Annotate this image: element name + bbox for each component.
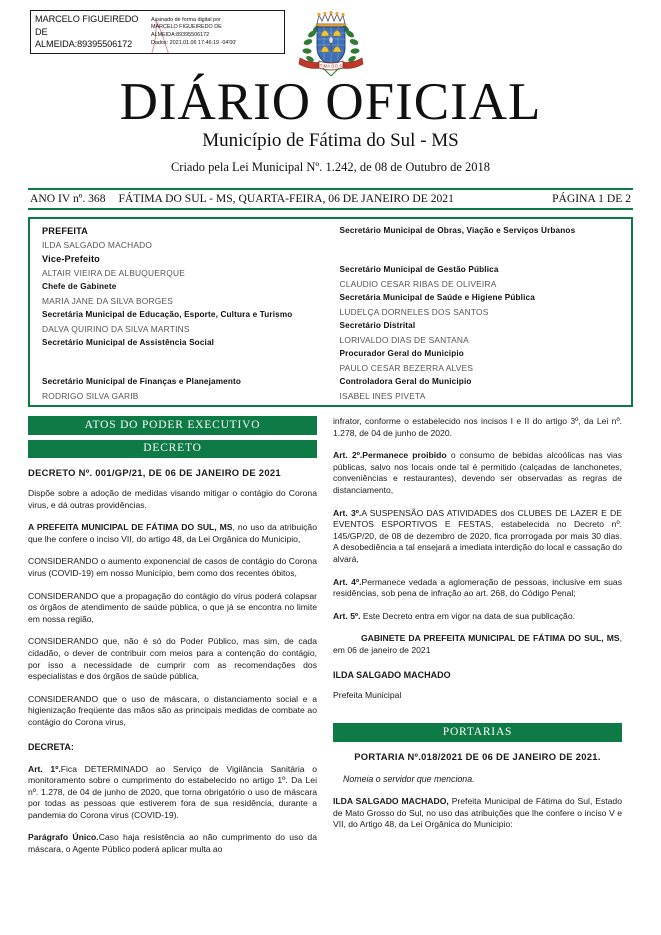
digital-signature-box [30, 10, 285, 54]
decree-article-1 [28, 764, 317, 822]
decreta-label: DECRETA: [28, 741, 74, 752]
signature-meta-line-4: Dados: 2021.01.06 17:46:19 -04'00' [151, 39, 237, 46]
article-5-label: Art. 5º. [333, 610, 361, 621]
decree-preamble [28, 522, 317, 545]
portaria-body [333, 796, 622, 831]
decree-preamble-rest: , no uso da atribuição que lhe confere o inciso VII, do artigo 48, da Lei Orgânica do Municipio, [28, 522, 317, 544]
signer-role: Prefeita Municipal [333, 689, 402, 700]
official-name: LORIVALDO DIAS DE SANTANA [339, 334, 469, 345]
official-role: Chefe de Gabinete [42, 282, 117, 291]
decree-considerando-2: CONSIDERANDO que a propagação do contágio do vírus poderá colapsar os órgãos de atendimento de saúde pública, o que já se encontra no limite em nossa região, [28, 590, 317, 624]
gabinete-rest: , em 06 de janeiro de 2021 [333, 633, 622, 655]
content-columns [28, 416, 633, 856]
banner-decreto: DECRETO [28, 440, 317, 459]
decree-heading: DECRETO Nº. 001/GP/21, DE 06 DE JANEIRO DE 2021 [28, 467, 281, 478]
official-name: ALTAIR VIEIRA DE ALBUQUERQUE [42, 267, 186, 278]
article-1-text: Fica DETERMINADO ao Serviço de Vigilância Sanitária o monitoramento sobre o cumprimento do estabelecido no artigo 1º. Da Lei nº. 1.278, de 04 de junho de 2020, que torna obrigatório o uso de máscara por todas as pessoas que estiverem fora de sua residência, durante a pandemia do Corona virus (COVID-19). [28, 763, 317, 820]
official-role: Secretário Distrital [339, 321, 416, 330]
masthead-subtitle: Município de Fátima do Sul - MS [202, 130, 459, 151]
spacer [340, 254, 622, 265]
banner-portarias: PORTARIAS [333, 723, 622, 742]
official-name: PAULO CESAR BEZERRA ALVES [339, 362, 474, 373]
official-name: DALVA QUIRINO DA SILVA MARTINS [42, 323, 190, 334]
decree-continuation: infrator, conforme o estabelecido nos incisos I e II do artigo 3º, da Lei nº. 1.278, de 04 de junho de 2020. [333, 416, 622, 438]
official-role: Secretária Municipal de Educação, Esporte, Cultura e Turismo [42, 310, 293, 319]
page-number: PÁGINA 1 DE 2 [552, 192, 631, 205]
official-role: Secretário Municipal de Obras, Viação e Serviços Urbanos [339, 226, 576, 235]
banner-atos-poder-executivo: ATOS DO PODER EXECUTIVO [28, 416, 317, 435]
official-name [340, 240, 622, 250]
spacer [42, 366, 324, 377]
official-role: Secretário Municipal de Assistência Social [42, 338, 215, 347]
official-role: Vice-Prefeito [42, 254, 100, 264]
paragrafo-unico-label: Parágrafo Único. [28, 832, 99, 843]
official-role: Secretário Municipal de Gestão Pública [339, 265, 499, 274]
article-3-label: Art. 3º. [333, 507, 362, 518]
decree-gabinete-line [333, 633, 622, 656]
signer-name: ILDA SALGADO MACHADO [333, 669, 451, 680]
official-name: RODRIGO SILVA GARIB [42, 390, 139, 401]
masthead-law-line: Criado pela Lei Municipal Nº. 1.242, de 08 de Outubro de 2018 [170, 160, 491, 174]
header-row [28, 0, 633, 69]
issue-place-date: FÁTIMA DO SUL - MS, QUARTA-FEIRA, 06 DE JANEIRO DE 2021 [118, 192, 454, 205]
official-name: ISABEL INES PIVETA [339, 390, 426, 401]
article-2-label: Art. 2º.Permanece proibido [333, 450, 447, 461]
decree-ementa: Dispõe sobre a adoção de medidas visando mitigar o contágio do Corona virus, e dá outras providências. [28, 488, 317, 510]
officials-column-left [30, 226, 334, 399]
official-role: Secretário Municipal de Finanças e Planejamento [42, 377, 242, 386]
column-right [333, 416, 622, 856]
officials-box [28, 217, 633, 407]
official-role: Procurador Geral do Municipio [339, 349, 464, 358]
portaria-heading: PORTARIA Nº.018/2021 DE 06 DE JANEIRO DE 2021. [354, 750, 601, 762]
page-title: DIÁRIO OFICIAL [119, 73, 542, 131]
official-name [42, 352, 324, 362]
official-role: PREFEITA [42, 226, 88, 236]
decree-article-2 [333, 450, 622, 496]
decree-considerando-1: CONSIDERANDO o aumento exponencial de casos de contágio do Corona virus (COVID-19) em nosso Município, bem como dos recentes óbitos, [28, 556, 317, 578]
official-role: Controladora Geral do Municipio [339, 377, 472, 386]
official-name: LUDELÇA DORNELES DOS SANTOS [339, 306, 489, 317]
article-3-text: A SUSPENSÃO DAS ATIVIDADES dos CLUBES DE LAZER E DE EVENTOS ESPORTIVOS E FESTAS, estabelecida no Decreto nº. 145/GP/20, de 08 de dezembro de 2020, fica prorrogada por mais 30 dias. A desobediência a tal ensejará a imediata interdição do local e cassação do alvará, [333, 507, 622, 564]
decree-considerando-3: CONSIDERANDO que, não é só do Poder Público, mas sim, de cada cidadão, o dever de contribuir com meios para a contenção do contágio, por isso a necessidade de cumprir com as recomendações dos especialistas e dos órgãos de saúde pública, [28, 636, 317, 682]
issue-info-left [30, 192, 454, 205]
decree-preamble-bold: A PREFEITA MUNICIPAL DE FÁTIMA DO SUL, MS [28, 522, 233, 533]
portaria-ementa: Nomeia o servidor que menciona. [343, 773, 475, 784]
decree-paragrafo-unico [28, 832, 317, 855]
svg-text:FÁTIMA DO SUL: FÁTIMA DO SUL [313, 63, 348, 69]
signature-meta-line-3: ALMEIDA:89395506172 [151, 32, 210, 38]
article-2-text: o consumo de bebidas alcoólicas nas vias públicas, salvo nos locais onde tal é permitido (calçadas de lanchonetes, conveniências e restaurantes), devendo ser observadas as regras de distanciamento, [333, 450, 622, 495]
paragrafo-unico-text: Caso haja resistência ao não cumprimento do uso da máscara, o Agente Público poderá aplicar multa ao [28, 832, 317, 855]
official-role: Secretária Municipal de Saúde e Higiene Pública [339, 293, 535, 302]
gabinete-bold: GABINETE DA PREFEITA MUNICIPAL DE FÁTIMA DO SUL, MS [361, 633, 620, 644]
article-1-label: Art. 1º. [28, 763, 61, 774]
signature-meta-line-2: MARCELO FIGUEIREDO DE [151, 24, 222, 31]
column-left [28, 416, 317, 856]
decree-article-5 [333, 611, 622, 623]
coat-of-arms-icon [286, 8, 376, 80]
portaria-signer-bold: ILDA SALGADO MACHADO, [333, 796, 449, 807]
officials-column-right [334, 226, 632, 399]
issue-info-bar [28, 188, 633, 210]
official-name: ILDA SALGADO MACHADO [42, 239, 153, 250]
official-name: MARIA JANE DA SILVA BORGES [42, 295, 174, 306]
masthead [28, 73, 633, 176]
decree-article-3 [333, 508, 622, 566]
official-name: CLAUDIO CESAR RIBAS DE OLIVEIRA [339, 278, 497, 289]
signature-metadata [149, 17, 284, 47]
decree-considerando-4: CONSIDERANDO que o uso de máscara, o distanciamento social e a higienização freqüente das mãos são as principais medidas de combate ao contágio do Corona virus, [28, 693, 317, 727]
issue-number: ANO IV nº. 368 [30, 192, 106, 205]
article-4-text: Permanece vedada a aglomeração de pessoas, inclusive em suas residências, sob pena de infração ao art. 268, do Código Penal; [333, 576, 622, 599]
portaria-body-text: Prefeita Municipal de Fátima do Sul, Estado de Mato Grosso do Sul, no uso das atribuições que lhe confere o inciso V e VII, do Artigo 48, da Lei Orgânica do Municipio: [333, 796, 622, 830]
signature-name: MARCELO FIGUEIREDO DE ALMEIDA:89395506172 [35, 14, 139, 50]
signature-meta-line-1: Assinado de forma digital por [151, 16, 221, 23]
article-4-label: Art. 4º. [333, 576, 362, 587]
article-5-text: Este Decreto entra em vigor na data de sua publicação. [360, 610, 575, 621]
municipal-coat-of-arms [286, 8, 376, 80]
decree-article-4 [333, 577, 622, 600]
